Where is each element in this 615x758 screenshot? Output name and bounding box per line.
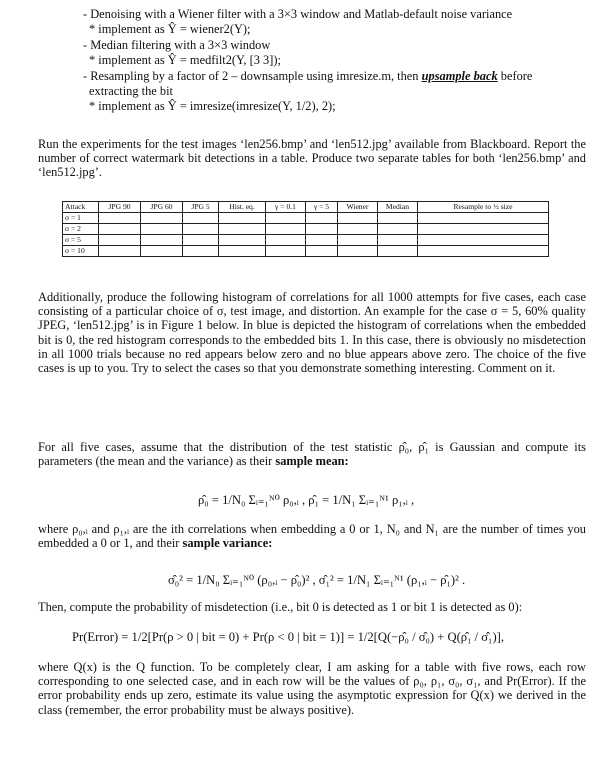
table-row xyxy=(63,246,549,257)
paragraph-misdetection xyxy=(38,600,586,614)
table-header: Wiener xyxy=(338,202,378,213)
table-row-label: σ = 5 xyxy=(63,235,99,246)
bullet-resample-post: before xyxy=(497,69,533,83)
results-table xyxy=(62,201,549,257)
table-row xyxy=(63,213,549,224)
paragraph-gaussian xyxy=(38,440,586,468)
bullet-resample xyxy=(83,69,532,83)
bullet-resample-emph: upsample back xyxy=(421,69,498,83)
equation-error-probability: Pr(Error) = 1/2[Pr(ρ > 0 | bit = 0) + Pr(ρ < 0 | bit = 1)] = 1/2[Q(−ρ̂₀ / σ̂₀) + Q(ρ̂₁ / σ̂₁)], xyxy=(72,630,504,644)
bullet-wiener: - Denoising with a Wiener filter with a 3×3 window and Matlab-default noise variance xyxy=(83,7,513,21)
table-header: Resample to ½ size xyxy=(418,202,549,213)
paragraph-where-rho-text xyxy=(38,522,586,550)
paragraph-where-rho xyxy=(38,522,586,550)
paragraph-where-rho-a: where ρ₀,ᵢ and ρ₁,ᵢ are the ith correlations when embedding a 0 or 1, N₀ and N₁ are the number of times you embedded a 0 or 1, and their xyxy=(38,522,586,551)
table-header: JPG 5 xyxy=(183,202,219,213)
table-header: Hist. eq. xyxy=(219,202,266,213)
paragraph-histogram xyxy=(38,290,586,375)
table-header: Attack xyxy=(63,202,99,213)
sample-mean-label: sample mean: xyxy=(275,454,349,469)
table-row-label: σ = 1 xyxy=(63,213,99,224)
table-row xyxy=(63,224,549,235)
table-header: γ = 0.1 xyxy=(266,202,306,213)
paragraph-gaussian-text xyxy=(38,440,586,468)
equation-sample-variance: σ̂₀² = 1/N₀ Σᵢ₌₁ᴺ⁰ (ρ₀,ᵢ − ρ̂₀)² , σ̂₁² = 1/N₁ Σᵢ₌₁ᴺ¹ (ρ₁,ᵢ − ρ̂₁)² . xyxy=(168,573,466,587)
bullet-median: - Median filtering with a 3×3 window xyxy=(83,38,271,52)
bullet-resample-pre: - Resampling by a factor of 2 – downsample using imresize.m, then xyxy=(83,69,422,83)
table-row-label: σ = 10 xyxy=(63,246,99,257)
table-header: γ = 5 xyxy=(306,202,338,213)
paragraph-histogram-text: Additionally, produce the following histogram of correlations for all 1000 attempts for five cases, each case consisting of a particular choice of σ, test image, and distortion. An example for the case σ = 5, 60% quality JPEG, ‘len512.jpg’ is in Figure 1 below. In blue is depicted the histogram of correlations when the embedded bit is 0, the red histogram corresponds to the embedded bits 1. In this case, there is obviously no misdetection in all 1000 trials because no red appears below zero and no blue appears above zero. The choice of the five cases is up to you. Try to select the cases so that you demonstrate something interesting. Comment on it. xyxy=(38,290,586,376)
paragraph-misdetection-text: Then, compute the probability of misdetection (i.e., bit 0 is detected as 1 or bit 1 is detected as 0): xyxy=(38,600,523,614)
table-row xyxy=(63,235,549,246)
paragraph-q-function-text: where Q(x) is the Q function. To be completely clear, I am asking for a table with five rows, each row corresponding to one selected case, and in each row will be the values of ρ₀, ρ₁, σ₀, σ₁, and Pr(Error). If the error probability ends up zero, estimate its value using the asymptotic expression for Q(x) we derived in the class (remember, the error probability must be always positive). xyxy=(38,660,586,717)
table-header-row xyxy=(63,202,549,213)
bullet-resample-cont: extracting the bit xyxy=(89,84,173,98)
paragraph-q-function xyxy=(38,660,586,717)
table-row-label: σ = 2 xyxy=(63,224,99,235)
table-header: JPG 60 xyxy=(141,202,183,213)
paragraph-experiments-text: Run the experiments for the test images ‘len256.bmp’ and ‘len512.jpg’ available from Blackboard. Report the number of correct watermark bit detections in a table. Produce two separate tables for both ‘len256.bmp’ and ‘len512.jpg’. xyxy=(38,137,586,180)
paragraph-experiments xyxy=(38,137,586,180)
table-header: JPG 90 xyxy=(99,202,141,213)
bullet-resample-impl: * implement as Ŷ = imresize(imresize(Y, 1/2), 2); xyxy=(89,99,336,113)
sample-variance-label: sample variance: xyxy=(182,536,273,551)
paragraph-gaussian-a: For all five cases, assume that the distribution of the test statistic ρ̂₀, ρ̂₁ is Gaussian and compute its parameters (the mean and the variance) as their xyxy=(38,440,586,469)
bullet-median-impl: * implement as Ŷ = medfilt2(Y, [3 3]); xyxy=(89,53,281,67)
equation-sample-mean: ρ̂₀ = 1/N₀ Σᵢ₌₁ᴺ⁰ ρ₀,ᵢ , ρ̂₁ = 1/N₁ Σᵢ₌₁ᴺ¹ ρ₁,ᵢ , xyxy=(198,493,415,507)
bullet-wiener-impl: * implement as Ŷ = wiener2(Y); xyxy=(89,22,251,36)
table-header: Median xyxy=(378,202,418,213)
